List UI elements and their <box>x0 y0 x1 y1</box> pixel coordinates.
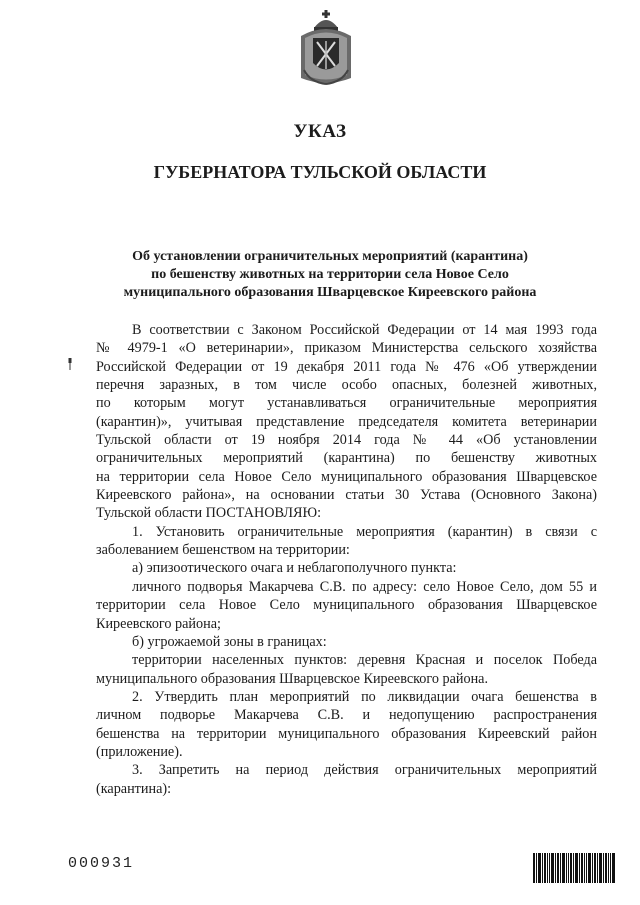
title-line: Об установлении ограничительных мероприятий (карантина) <box>132 249 528 264</box>
body-line: личного подворья Макарчева С.В. по адресу: село Новое Село, дом 55 и <box>132 578 597 595</box>
title-line: муниципального образования Шварцевское Киреевского района <box>123 285 537 300</box>
body-line: муниципального образования Шварцевское Киреевского района. <box>96 670 489 687</box>
body-line: 2. Утвердить план мероприятий по ликвидации очага бешенства в <box>132 688 597 705</box>
body-line: Тульской области ПОСТАНОВЛЯЮ: <box>96 505 322 522</box>
body-line: 3. Запретить на период действия ограничительных мероприятий <box>132 762 597 779</box>
tula-region-coat-of-arms-icon <box>296 8 356 88</box>
body-line: а) эпизоотического очага и неблагополучного пункта: <box>132 560 457 577</box>
body-line: Киреевского района; <box>96 615 221 632</box>
body-line: территории села Новое Село муниципального образования Шварцевское <box>96 597 597 614</box>
body-line: 1. Установить ограничительные мероприятия (карантин) в связи с <box>132 523 597 540</box>
decree-body <box>96 321 597 798</box>
body-line: ограничительных мероприятий (карантина) по бешенству животных <box>96 450 597 467</box>
body-line: (приложение). <box>96 743 183 760</box>
decree-title <box>100 248 560 302</box>
body-line: Тульской области от 19 ноября 2014 года № 44 «Об установлении <box>96 432 597 449</box>
body-line: по которым могут устанавливаться ограничительные мероприятия <box>96 395 597 412</box>
title-line: по бешенству животных на территории села Новое Село <box>151 267 509 282</box>
body-line: перечня заразных, в том числе особо опасных, болезней животных, <box>96 377 597 394</box>
body-line: личном подворье Макарчева С.В. и недопущению распространения <box>96 707 597 724</box>
body-line: № 4979-1 «О ветеринарии», приказом Министерства сельского хозяйства <box>96 340 597 357</box>
body-line: Киреевского района», на основании статьи 30 Устава (Основного Закона) <box>96 487 597 504</box>
body-line: на территории села Новое Село муниципального образования Шварцевское <box>96 468 597 485</box>
body-line: В соответствии с Законом Российской Федерации от 14 мая 1993 года <box>132 322 597 338</box>
barcode-icon <box>533 853 615 883</box>
margin-mark <box>68 358 72 370</box>
serial-number: 000931 <box>68 855 135 872</box>
body-line: территории населенных пунктов: деревня Красная и поселок Победа <box>132 652 597 669</box>
document-type: УКАЗ <box>293 121 347 142</box>
body-line: (карантин)», учитывая представление председателя комитета ветеринарии <box>96 413 597 430</box>
issuer-title: ГУБЕРНАТОРА ТУЛЬСКОЙ ОБЛАСТИ <box>153 162 487 182</box>
body-line: (карантина): <box>96 780 172 797</box>
body-line: бешенства на территории муниципального образования Киреевский район <box>96 725 597 742</box>
body-line: заболеванием бешенством на территории: <box>96 542 350 559</box>
body-line: Российской Федерации от 19 декабря 2011 года № 476 «Об утверждении <box>96 358 597 375</box>
body-line: б) угрожаемой зоны в границах: <box>132 633 327 650</box>
